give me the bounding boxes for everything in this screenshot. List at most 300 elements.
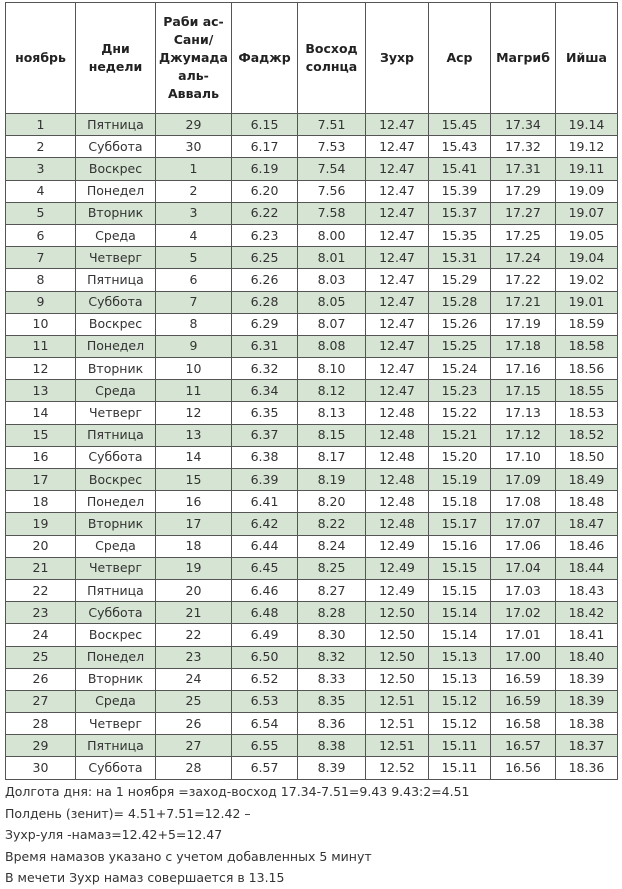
column-fajr-cell: 6.29	[232, 313, 298, 335]
column-sunrise-cell: 8.35	[298, 690, 366, 712]
column-fajr-cell: 6.23	[232, 224, 298, 246]
column-sunrise-cell: 8.07	[298, 313, 366, 335]
column-isha-cell: 19.07	[556, 202, 618, 224]
column-fajr-cell: 6.45	[232, 557, 298, 579]
column-maghrib-cell: 17.00	[491, 646, 556, 668]
column-isha-cell: 19.02	[556, 269, 618, 291]
column-november-cell: 11	[6, 335, 76, 357]
note-line: Полдень (зенит)= 4.51+7.51=12.42 –	[5, 805, 251, 821]
column-november-cell: 23	[6, 602, 76, 624]
column-hijri-date-cell: 27	[156, 735, 232, 757]
column-weekday-cell: Воскрес	[76, 469, 156, 491]
column-fajr-cell: 6.15	[232, 114, 298, 136]
column-asr-cell: 15.12	[429, 690, 491, 712]
column-isha-header: Ийша	[556, 3, 618, 114]
column-zuhr-cell: 12.47	[366, 114, 429, 136]
column-zuhr-cell: 12.47	[366, 247, 429, 269]
column-maghrib-cell: 17.25	[491, 224, 556, 246]
column-november-header: ноябрь	[6, 3, 76, 114]
column-november-cell: 25	[6, 646, 76, 668]
column-isha-cell: 18.56	[556, 358, 618, 380]
column-maghrib-cell: 17.18	[491, 335, 556, 357]
column-hijri-date-cell: 1	[156, 158, 232, 180]
prayer-times-table	[5, 2, 618, 780]
column-asr-cell: 15.12	[429, 713, 491, 735]
table-row	[6, 313, 618, 335]
column-weekday-cell: Понедел	[76, 646, 156, 668]
column-november-cell: 27	[6, 690, 76, 712]
column-hijri-date-cell: 22	[156, 624, 232, 646]
column-november-cell: 30	[6, 757, 76, 779]
column-maghrib-cell: 17.10	[491, 446, 556, 468]
column-isha-cell: 18.41	[556, 624, 618, 646]
note-line: В мечети Зухр намаз совершается в 13.15	[5, 870, 285, 885]
column-asr-cell: 15.39	[429, 180, 491, 202]
column-sunrise-cell: 8.10	[298, 358, 366, 380]
column-asr-cell: 15.20	[429, 446, 491, 468]
column-isha-cell: 18.46	[556, 535, 618, 557]
column-fajr-cell: 6.42	[232, 513, 298, 535]
column-sunrise-cell: 8.05	[298, 291, 366, 313]
column-sunrise-cell: 8.32	[298, 646, 366, 668]
column-zuhr-cell: 12.47	[366, 180, 429, 202]
column-sunrise-cell: 8.01	[298, 247, 366, 269]
column-asr-cell: 15.31	[429, 247, 491, 269]
column-zuhr-cell: 12.47	[366, 313, 429, 335]
column-zuhr-cell: 12.48	[366, 446, 429, 468]
column-november-cell: 24	[6, 624, 76, 646]
column-hijri-date-cell: 30	[156, 136, 232, 158]
table-row	[6, 535, 618, 557]
column-isha-cell: 18.47	[556, 513, 618, 535]
column-maghrib-cell: 17.16	[491, 358, 556, 380]
column-maghrib-cell: 16.57	[491, 735, 556, 757]
column-maghrib-cell: 17.02	[491, 602, 556, 624]
column-asr-cell: 15.15	[429, 579, 491, 601]
column-fajr-cell: 6.48	[232, 602, 298, 624]
column-asr-cell: 15.26	[429, 313, 491, 335]
table-row	[6, 291, 618, 313]
column-isha-cell: 19.04	[556, 247, 618, 269]
table-row	[6, 757, 618, 779]
column-fajr-cell: 6.44	[232, 535, 298, 557]
column-maghrib-cell: 17.03	[491, 579, 556, 601]
column-weekday-cell: Среда	[76, 224, 156, 246]
column-maghrib-cell: 17.07	[491, 513, 556, 535]
column-hijri-date-cell: 28	[156, 757, 232, 779]
column-isha-cell: 19.01	[556, 291, 618, 313]
column-weekday-cell: Суббота	[76, 291, 156, 313]
column-hijri-date-header: Раби ас- Сани/ Джумада аль- Авваль	[156, 3, 232, 114]
table-row	[6, 358, 618, 380]
notes-section	[5, 781, 617, 889]
column-november-cell: 6	[6, 224, 76, 246]
column-isha-cell: 18.48	[556, 491, 618, 513]
column-isha-cell: 19.12	[556, 136, 618, 158]
column-weekday-cell: Пятница	[76, 424, 156, 446]
table-row	[6, 269, 618, 291]
column-zuhr-cell: 12.49	[366, 579, 429, 601]
column-asr-cell: 15.29	[429, 269, 491, 291]
column-weekday-cell: Суббота	[76, 136, 156, 158]
column-sunrise-cell: 8.27	[298, 579, 366, 601]
column-hijri-date-cell: 10	[156, 358, 232, 380]
column-maghrib-cell: 17.04	[491, 557, 556, 579]
column-hijri-date-cell: 9	[156, 335, 232, 357]
table-row	[6, 735, 618, 757]
column-asr-cell: 15.14	[429, 602, 491, 624]
column-weekday-cell: Четверг	[76, 402, 156, 424]
column-maghrib-cell: 16.56	[491, 757, 556, 779]
column-fajr-cell: 6.37	[232, 424, 298, 446]
column-asr-cell: 15.18	[429, 491, 491, 513]
column-hijri-date-cell: 29	[156, 114, 232, 136]
column-sunrise-cell: 8.38	[298, 735, 366, 757]
column-fajr-cell: 6.20	[232, 180, 298, 202]
column-hijri-date-cell: 25	[156, 690, 232, 712]
column-zuhr-cell: 12.50	[366, 624, 429, 646]
column-hijri-date-cell: 26	[156, 713, 232, 735]
column-sunrise-cell: 7.58	[298, 202, 366, 224]
column-weekday-cell: Суббота	[76, 757, 156, 779]
column-isha-cell: 18.52	[556, 424, 618, 446]
column-november-cell: 8	[6, 269, 76, 291]
column-fajr-cell: 6.52	[232, 668, 298, 690]
table-body	[6, 114, 618, 780]
column-weekday-cell: Пятница	[76, 579, 156, 601]
table-row	[6, 335, 618, 357]
column-weekday-cell: Воскрес	[76, 313, 156, 335]
column-asr-cell: 15.23	[429, 380, 491, 402]
column-sunrise-header: Восход солнца	[298, 3, 366, 114]
column-zuhr-cell: 12.51	[366, 713, 429, 735]
column-asr-cell: 15.14	[429, 624, 491, 646]
column-fajr-cell: 6.26	[232, 269, 298, 291]
column-november-cell: 15	[6, 424, 76, 446]
column-isha-cell: 18.36	[556, 757, 618, 779]
column-weekday-cell: Вторник	[76, 668, 156, 690]
column-november-cell: 16	[6, 446, 76, 468]
column-zuhr-cell: 12.47	[366, 335, 429, 357]
column-isha-cell: 18.40	[556, 646, 618, 668]
column-sunrise-cell: 8.03	[298, 269, 366, 291]
column-weekday-cell: Воскрес	[76, 624, 156, 646]
table-row	[6, 180, 618, 202]
column-isha-cell: 18.44	[556, 557, 618, 579]
column-fajr-cell: 6.49	[232, 624, 298, 646]
table-row	[6, 158, 618, 180]
column-maghrib-cell: 17.31	[491, 158, 556, 180]
column-november-cell: 13	[6, 380, 76, 402]
column-hijri-date-cell: 11	[156, 380, 232, 402]
column-fajr-cell: 6.46	[232, 579, 298, 601]
column-hijri-date-cell: 16	[156, 491, 232, 513]
column-maghrib-cell: 17.08	[491, 491, 556, 513]
column-isha-cell: 18.50	[556, 446, 618, 468]
column-weekday-cell: Четверг	[76, 557, 156, 579]
column-sunrise-cell: 8.20	[298, 491, 366, 513]
column-november-cell: 4	[6, 180, 76, 202]
column-fajr-cell: 6.41	[232, 491, 298, 513]
table-row	[6, 557, 618, 579]
column-hijri-date-cell: 2	[156, 180, 232, 202]
column-maghrib-cell: 16.59	[491, 690, 556, 712]
column-weekday-cell: Вторник	[76, 202, 156, 224]
column-hijri-date-cell: 19	[156, 557, 232, 579]
column-isha-cell: 18.55	[556, 380, 618, 402]
column-weekday-cell: Четверг	[76, 247, 156, 269]
column-zuhr-cell: 12.47	[366, 380, 429, 402]
table-row	[6, 469, 618, 491]
column-weekday-cell: Пятница	[76, 735, 156, 757]
column-sunrise-cell: 8.36	[298, 713, 366, 735]
column-maghrib-cell: 17.01	[491, 624, 556, 646]
column-asr-cell: 15.37	[429, 202, 491, 224]
column-fajr-cell: 6.55	[232, 735, 298, 757]
column-zuhr-cell: 12.48	[366, 469, 429, 491]
table-row	[6, 136, 618, 158]
column-fajr-cell: 6.28	[232, 291, 298, 313]
column-isha-cell: 18.43	[556, 579, 618, 601]
table-row	[6, 602, 618, 624]
column-asr-cell: 15.15	[429, 557, 491, 579]
column-asr-cell: 15.28	[429, 291, 491, 313]
column-fajr-cell: 6.22	[232, 202, 298, 224]
column-maghrib-header: Магриб	[491, 3, 556, 114]
table-row	[6, 668, 618, 690]
column-zuhr-cell: 12.47	[366, 358, 429, 380]
column-isha-cell: 18.37	[556, 735, 618, 757]
column-zuhr-cell: 12.47	[366, 158, 429, 180]
table-row	[6, 380, 618, 402]
column-november-cell: 21	[6, 557, 76, 579]
column-november-cell: 29	[6, 735, 76, 757]
column-sunrise-cell: 8.22	[298, 513, 366, 535]
column-november-cell: 26	[6, 668, 76, 690]
column-maghrib-cell: 17.27	[491, 202, 556, 224]
column-weekday-cell: Суббота	[76, 446, 156, 468]
column-maghrib-cell: 17.29	[491, 180, 556, 202]
column-fajr-cell: 6.53	[232, 690, 298, 712]
column-fajr-cell: 6.35	[232, 402, 298, 424]
column-sunrise-cell: 7.56	[298, 180, 366, 202]
column-zuhr-cell: 12.48	[366, 424, 429, 446]
column-sunrise-cell: 8.24	[298, 535, 366, 557]
column-zuhr-cell: 12.48	[366, 513, 429, 535]
table-row	[6, 690, 618, 712]
column-zuhr-cell: 12.51	[366, 690, 429, 712]
column-fajr-header: Фаджр	[232, 3, 298, 114]
column-sunrise-cell: 7.53	[298, 136, 366, 158]
column-isha-cell: 19.14	[556, 114, 618, 136]
column-weekday-cell: Вторник	[76, 358, 156, 380]
column-hijri-date-cell: 4	[156, 224, 232, 246]
column-zuhr-cell: 12.52	[366, 757, 429, 779]
table-row	[6, 713, 618, 735]
column-zuhr-cell: 12.47	[366, 269, 429, 291]
column-asr-cell: 15.17	[429, 513, 491, 535]
column-sunrise-cell: 8.39	[298, 757, 366, 779]
column-weekday-cell: Пятница	[76, 269, 156, 291]
column-zuhr-header: Зухр	[366, 3, 429, 114]
column-isha-cell: 19.11	[556, 158, 618, 180]
column-hijri-date-cell: 20	[156, 579, 232, 601]
column-hijri-date-cell: 8	[156, 313, 232, 335]
column-hijri-date-cell: 5	[156, 247, 232, 269]
column-zuhr-cell: 12.47	[366, 291, 429, 313]
column-weekday-header: Дни недели	[76, 3, 156, 114]
column-sunrise-cell: 8.13	[298, 402, 366, 424]
column-november-cell: 5	[6, 202, 76, 224]
column-hijri-date-cell: 18	[156, 535, 232, 557]
column-zuhr-cell: 12.49	[366, 557, 429, 579]
column-asr-cell: 15.41	[429, 158, 491, 180]
column-isha-cell: 18.53	[556, 402, 618, 424]
column-november-cell: 18	[6, 491, 76, 513]
table-row	[6, 202, 618, 224]
column-hijri-date-cell: 23	[156, 646, 232, 668]
table-row	[6, 424, 618, 446]
column-sunrise-cell: 8.08	[298, 335, 366, 357]
column-weekday-cell: Четверг	[76, 713, 156, 735]
note-line: Время намазов указано с учетом добавленных 5 минут	[5, 848, 372, 864]
column-asr-cell: 15.21	[429, 424, 491, 446]
column-asr-cell: 15.35	[429, 224, 491, 246]
column-isha-cell: 18.58	[556, 335, 618, 357]
column-maghrib-cell: 17.15	[491, 380, 556, 402]
column-zuhr-cell: 12.49	[366, 535, 429, 557]
column-fajr-cell: 6.54	[232, 713, 298, 735]
column-maghrib-cell: 17.13	[491, 402, 556, 424]
column-maghrib-cell: 17.22	[491, 269, 556, 291]
column-isha-cell: 18.38	[556, 713, 618, 735]
column-sunrise-cell: 8.28	[298, 602, 366, 624]
column-zuhr-cell: 12.47	[366, 136, 429, 158]
column-asr-cell: 15.24	[429, 358, 491, 380]
column-november-cell: 7	[6, 247, 76, 269]
column-november-cell: 3	[6, 158, 76, 180]
column-hijri-date-cell: 17	[156, 513, 232, 535]
column-isha-cell: 18.42	[556, 602, 618, 624]
column-weekday-cell: Среда	[76, 535, 156, 557]
column-fajr-cell: 6.57	[232, 757, 298, 779]
column-asr-cell: 15.25	[429, 335, 491, 357]
table-row	[6, 114, 618, 136]
column-asr-cell: 15.43	[429, 136, 491, 158]
column-sunrise-cell: 8.00	[298, 224, 366, 246]
column-zuhr-cell: 12.48	[366, 402, 429, 424]
column-weekday-cell: Среда	[76, 380, 156, 402]
column-isha-cell: 18.39	[556, 668, 618, 690]
column-weekday-cell: Понедел	[76, 335, 156, 357]
column-isha-cell: 18.59	[556, 313, 618, 335]
column-asr-cell: 15.45	[429, 114, 491, 136]
column-maghrib-cell: 17.12	[491, 424, 556, 446]
column-fajr-cell: 6.17	[232, 136, 298, 158]
column-sunrise-cell: 8.17	[298, 446, 366, 468]
column-hijri-date-cell: 15	[156, 469, 232, 491]
column-fajr-cell: 6.31	[232, 335, 298, 357]
column-zuhr-cell: 12.50	[366, 602, 429, 624]
column-weekday-cell: Понедел	[76, 180, 156, 202]
column-zuhr-cell: 12.50	[366, 646, 429, 668]
column-sunrise-cell: 8.12	[298, 380, 366, 402]
column-maghrib-cell: 17.32	[491, 136, 556, 158]
column-asr-cell: 15.11	[429, 757, 491, 779]
column-weekday-cell: Вторник	[76, 513, 156, 535]
column-november-cell: 2	[6, 136, 76, 158]
column-maghrib-cell: 17.19	[491, 313, 556, 335]
column-november-cell: 14	[6, 402, 76, 424]
column-fajr-cell: 6.32	[232, 358, 298, 380]
column-sunrise-cell: 8.33	[298, 668, 366, 690]
column-asr-header: Аср	[429, 3, 491, 114]
column-maghrib-cell: 17.09	[491, 469, 556, 491]
column-weekday-cell: Суббота	[76, 602, 156, 624]
table-row	[6, 247, 618, 269]
column-hijri-date-cell: 21	[156, 602, 232, 624]
column-isha-cell: 18.39	[556, 690, 618, 712]
column-hijri-date-cell: 24	[156, 668, 232, 690]
column-sunrise-cell: 8.15	[298, 424, 366, 446]
column-sunrise-cell: 7.51	[298, 114, 366, 136]
table-row	[6, 624, 618, 646]
column-hijri-date-cell: 14	[156, 446, 232, 468]
column-fajr-cell: 6.34	[232, 380, 298, 402]
column-isha-cell: 19.09	[556, 180, 618, 202]
column-november-cell: 9	[6, 291, 76, 313]
column-asr-cell: 15.13	[429, 668, 491, 690]
column-sunrise-cell: 8.30	[298, 624, 366, 646]
column-fajr-cell: 6.50	[232, 646, 298, 668]
header-row	[6, 3, 618, 114]
column-sunrise-cell: 7.54	[298, 158, 366, 180]
column-hijri-date-cell: 3	[156, 202, 232, 224]
table-row	[6, 579, 618, 601]
column-fajr-cell: 6.19	[232, 158, 298, 180]
column-weekday-cell: Воскрес	[76, 158, 156, 180]
column-november-cell: 12	[6, 358, 76, 380]
column-zuhr-cell: 12.51	[366, 735, 429, 757]
column-isha-cell: 18.49	[556, 469, 618, 491]
column-november-cell: 17	[6, 469, 76, 491]
column-zuhr-cell: 12.48	[366, 491, 429, 513]
column-maghrib-cell: 17.06	[491, 535, 556, 557]
column-weekday-cell: Пятница	[76, 114, 156, 136]
table-row	[6, 402, 618, 424]
column-zuhr-cell: 12.50	[366, 668, 429, 690]
column-november-cell: 1	[6, 114, 76, 136]
column-asr-cell: 15.11	[429, 735, 491, 757]
column-maghrib-cell: 16.59	[491, 668, 556, 690]
column-hijri-date-cell: 6	[156, 269, 232, 291]
column-november-cell: 20	[6, 535, 76, 557]
column-november-cell: 19	[6, 513, 76, 535]
column-maghrib-cell: 16.58	[491, 713, 556, 735]
column-november-cell: 22	[6, 579, 76, 601]
column-asr-cell: 15.13	[429, 646, 491, 668]
column-hijri-date-cell: 12	[156, 402, 232, 424]
table-row	[6, 224, 618, 246]
table-row	[6, 446, 618, 468]
column-maghrib-cell: 17.34	[491, 114, 556, 136]
column-sunrise-cell: 8.19	[298, 469, 366, 491]
column-weekday-cell: Понедел	[76, 491, 156, 513]
column-november-cell: 28	[6, 713, 76, 735]
column-november-cell: 10	[6, 313, 76, 335]
table-row	[6, 513, 618, 535]
table-row	[6, 646, 618, 668]
